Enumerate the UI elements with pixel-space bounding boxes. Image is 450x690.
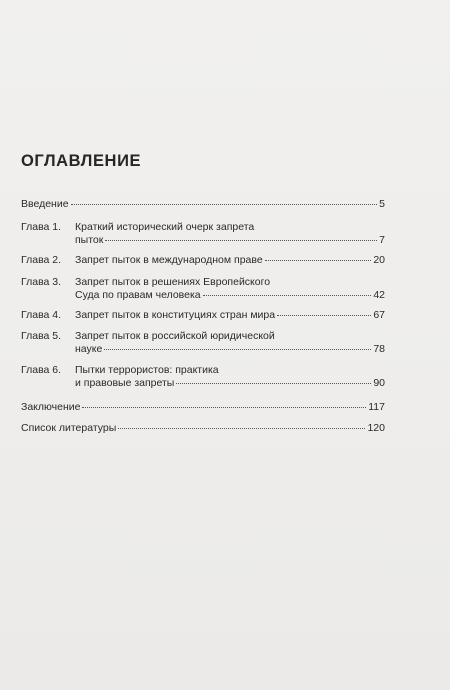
leader-dots	[104, 349, 371, 350]
toc-entry-text	[75, 276, 385, 302]
chapter-number: Глава 4.	[21, 309, 62, 321]
toc-entry-title: Заключение	[21, 401, 81, 413]
leader-dots	[265, 260, 372, 261]
toc-entry-title: Пытки террористов: практика	[75, 364, 219, 376]
toc-page-number: 67	[373, 309, 385, 321]
toc-entry-title: Краткий исторический очерк запрета	[75, 221, 255, 233]
toc-heading: ОГЛАВЛЕНИЕ	[21, 152, 142, 170]
leader-dots	[118, 428, 365, 429]
toc-line	[75, 343, 385, 356]
chapter-number: Глава 6.	[21, 364, 62, 376]
toc-page-number: 7	[379, 234, 385, 246]
toc-line	[75, 377, 385, 390]
toc-entry-text	[75, 364, 385, 390]
toc-entry-text	[75, 309, 385, 322]
leader-dots	[71, 204, 378, 205]
toc-line	[75, 289, 385, 302]
toc-line	[21, 198, 385, 211]
leader-dots	[105, 240, 377, 241]
toc-entry-intro[interactable]	[21, 198, 385, 211]
toc-entry-title: Запрет пыток в решениях Европейского	[75, 276, 271, 288]
toc-page-number: 90	[373, 377, 385, 389]
toc-entry-title: Введение	[21, 198, 69, 210]
chapter-number: Глава 5.	[21, 330, 62, 342]
toc-line	[75, 254, 385, 267]
toc-page-number: 120	[367, 422, 385, 434]
chapter-number: Глава 3.	[21, 276, 62, 288]
toc-entry-conclusion[interactable]	[21, 401, 385, 414]
toc-page-number: 78	[373, 343, 385, 355]
toc-entry-title: Запрет пыток в конституциях стран мира	[75, 309, 276, 321]
toc-entry-title-cont: и правовые запреты	[75, 377, 175, 389]
leader-dots	[82, 407, 366, 408]
toc-line	[21, 422, 385, 435]
chapter-number: Глава 2.	[21, 254, 62, 266]
toc-page-number: 5	[379, 198, 385, 210]
toc-entry-text	[75, 254, 385, 267]
toc-entry-text	[75, 221, 385, 247]
toc-entry-title-cont: пыток	[75, 234, 104, 246]
toc-entry-title: Запрет пыток в международном праве	[75, 254, 263, 266]
toc-entry-text	[75, 330, 385, 356]
toc-entry-title-cont: Суда по правам человека	[75, 289, 201, 301]
toc-page-number: 117	[368, 401, 385, 413]
toc-entry-title: Запрет пыток в российской юридической	[75, 330, 275, 342]
toc-line	[21, 401, 385, 414]
toc-line	[75, 309, 385, 322]
toc-page-number: 20	[373, 254, 385, 266]
chapter-number: Глава 1.	[21, 221, 62, 233]
toc-page-number: 42	[373, 289, 385, 301]
toc-entry-title: Список литературы	[21, 422, 117, 434]
toc-line	[75, 234, 385, 247]
leader-dots	[277, 315, 371, 316]
toc-entry-title-cont: науке	[75, 343, 103, 355]
leader-dots	[176, 383, 371, 384]
toc-entry-bibliography[interactable]	[21, 422, 385, 435]
leader-dots	[203, 295, 372, 296]
